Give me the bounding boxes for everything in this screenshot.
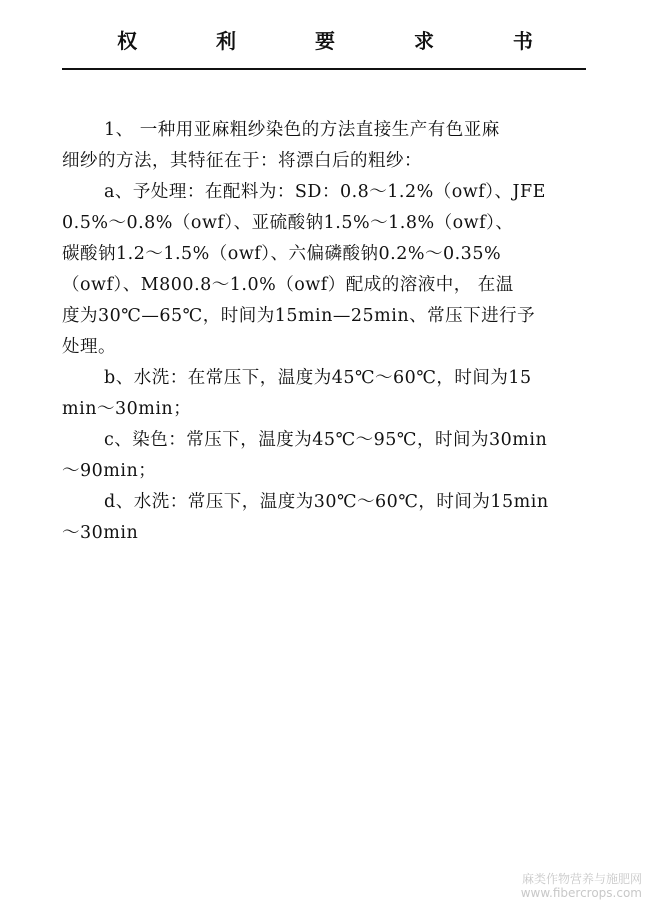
claims-body (62, 115, 592, 549)
claim-line: b、水洗：在常压下，温度为45℃～60℃，时间为15 (104, 368, 532, 388)
claim-line: min～30min； (62, 399, 192, 419)
claim-line: 度为30℃—65℃，时间为15min—25min、常压下进行予 (62, 306, 536, 326)
claim-line: d、水洗：常压下，温度为30℃～60℃，时间为15min (104, 492, 549, 512)
watermark-line-1: 麻类作物营养与施肥网 (521, 872, 642, 886)
claim-line: 碳酸钠1.2～1.5%（owf）、六偏磷酸钠0.2%～0.35% (62, 244, 502, 264)
claim-line: 0.5%～0.8%（owf）、亚硫酸钠1.5%～1.8%（owf）、 (62, 213, 514, 233)
title-rule (62, 68, 586, 70)
page-title: 权 利 要 求 书 (117, 29, 569, 53)
watermark-line-2: www.fibercrops.com (520, 886, 642, 900)
claim-line: ～90min； (62, 461, 157, 481)
claim-line: a、予处理：在配料为：SD：0.8～1.2%（owf）、JFE (104, 182, 546, 202)
claim-line: （owf）、M800.8～1.0%（owf）配成的溶液中， 在温 (62, 275, 514, 295)
claim-line: 细纱的方法，其特征在于：将漂白后的粗纱： (62, 151, 422, 171)
claim-line: ～30min (62, 523, 139, 543)
claim-line: c、染色：常压下，温度为45℃～95℃，时间为30min (104, 430, 548, 450)
watermark (521, 872, 642, 900)
claim-line: 处理。 (62, 337, 116, 357)
claim-line: 1、 一种用亚麻粗纱染色的方法直接生产有色亚麻 (104, 120, 500, 140)
